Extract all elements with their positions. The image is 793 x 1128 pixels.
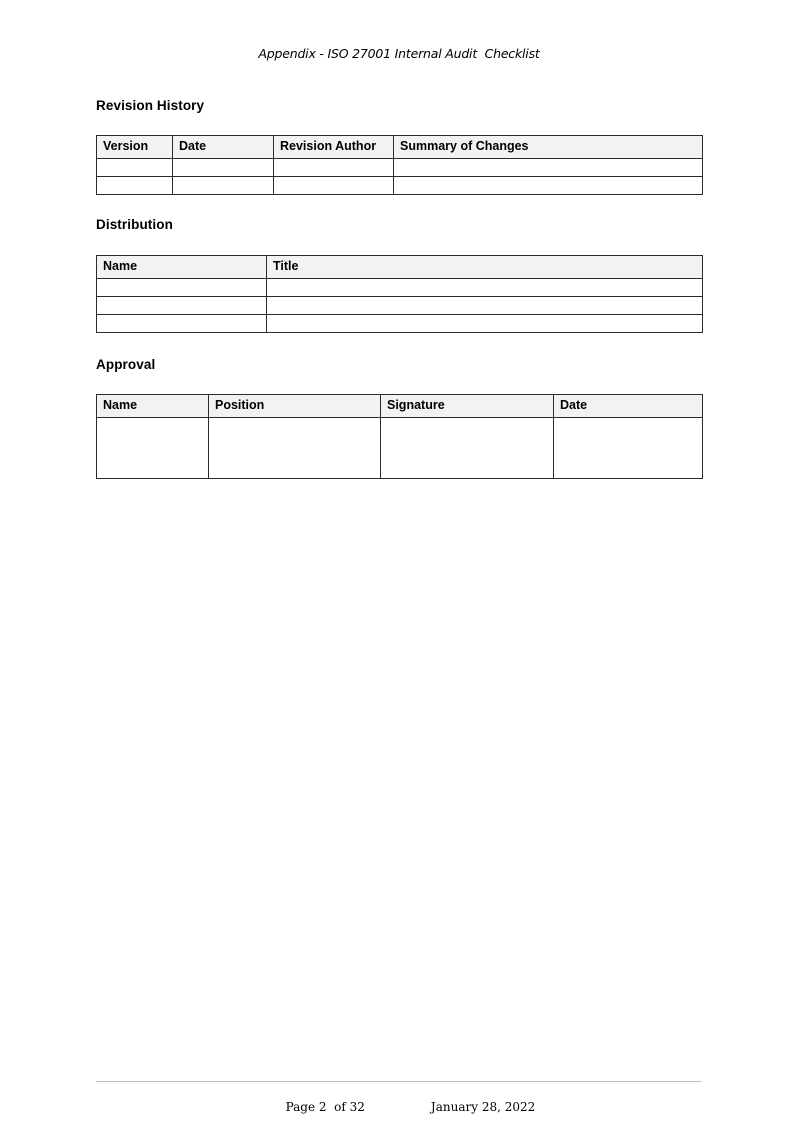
cell-date[interactable] [173, 159, 274, 177]
page-footer [96, 1081, 702, 1128]
table-header-row [97, 136, 703, 159]
footer-page-number: Page 2 of 32 [285, 1100, 365, 1114]
footer-date: January 28, 2022 [430, 1100, 536, 1114]
cell-name[interactable] [97, 279, 267, 297]
column-header-version: Version [97, 136, 173, 159]
cell-name[interactable] [97, 297, 267, 315]
cell-revision-author[interactable] [274, 177, 394, 195]
table-row [97, 297, 703, 315]
cell-name[interactable] [97, 315, 267, 333]
section-heading-approval: Approval [96, 357, 156, 372]
cell-title[interactable] [267, 279, 703, 297]
cell-date[interactable] [173, 177, 274, 195]
table-row [97, 177, 703, 195]
column-header-date: Date [173, 136, 274, 159]
table-row [97, 418, 703, 479]
column-header-title: Title [267, 256, 703, 279]
cell-name[interactable] [97, 418, 209, 479]
section-heading-revision-history: Revision History [96, 98, 205, 113]
table-header-row [97, 256, 703, 279]
cell-title[interactable] [267, 315, 703, 333]
column-header-summary-of-changes: Summary of Changes [394, 136, 703, 159]
cell-summary-of-changes[interactable] [394, 177, 703, 195]
cell-revision-author[interactable] [274, 159, 394, 177]
section-heading-distribution: Distribution [96, 217, 173, 232]
table-row [97, 315, 703, 333]
column-header-signature: Signature [381, 395, 554, 418]
cell-position[interactable] [209, 418, 381, 479]
table-row [97, 279, 703, 297]
cell-signature[interactable] [381, 418, 554, 479]
column-header-revision-author: Revision Author [274, 136, 394, 159]
column-header-name: Name [97, 395, 209, 418]
revision-history-table [96, 135, 703, 195]
table-header-row [97, 395, 703, 418]
column-header-position: Position [209, 395, 381, 418]
running-header: Appendix - ISO 27001 Internal Audit Checklist [258, 46, 540, 61]
column-header-date: Date [554, 395, 703, 418]
footer-divider [96, 1081, 702, 1082]
cell-title[interactable] [267, 297, 703, 315]
column-header-name: Name [97, 256, 267, 279]
cell-summary-of-changes[interactable] [394, 159, 703, 177]
table-row [97, 159, 703, 177]
cell-version[interactable] [97, 159, 173, 177]
cell-version[interactable] [97, 177, 173, 195]
approval-table [96, 394, 703, 479]
cell-date[interactable] [554, 418, 703, 479]
distribution-table [96, 255, 703, 333]
